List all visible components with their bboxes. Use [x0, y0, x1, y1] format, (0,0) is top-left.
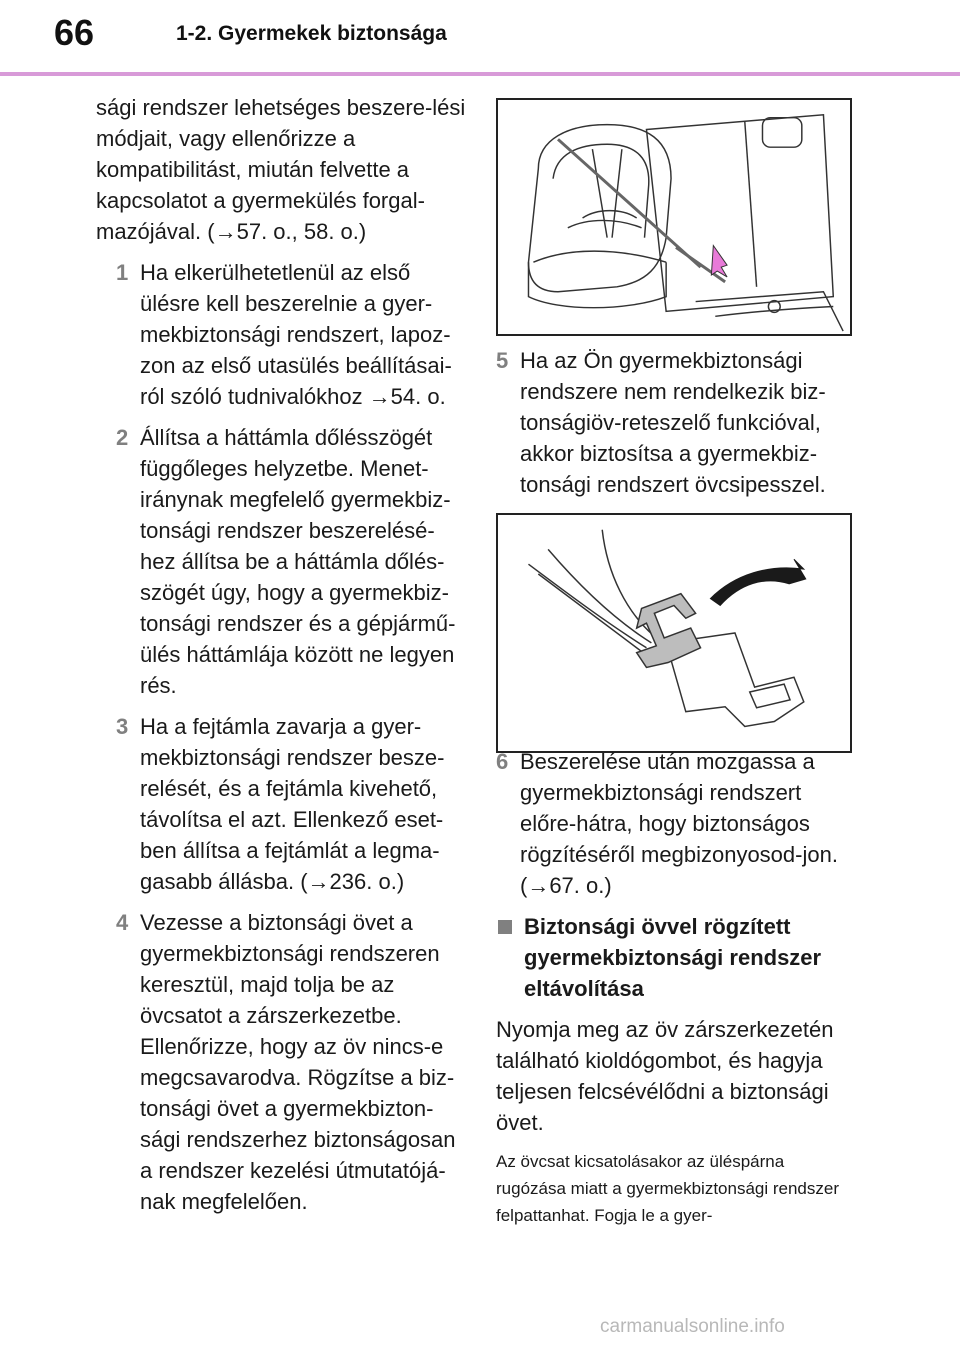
subheading-text: Biztonsági övvel rögzített gyermekbiztonsági rendszer eltávolítása [524, 914, 822, 1001]
step-number: 5 [496, 348, 509, 373]
watermark: carmanualsonline.info [600, 1316, 785, 1337]
left-column [96, 92, 468, 1227]
step-text: Beszerelése után mozgassa a gyermekbiztonsági rendszert előre-hátra, hogy biztonságos rögzítéséről megbizonyosod-jon. (→67. o.) [520, 749, 838, 898]
step-2 [96, 422, 468, 701]
header-divider [0, 72, 960, 76]
step-1 [96, 257, 468, 412]
step-4 [96, 907, 468, 1217]
subheading [496, 911, 856, 1004]
step-text: Ha elkerülhetetlenül az első ülésre kell beszerelnie a gyer-mekbiztonsági rendszert, lapoz-zon az első utasülés beállításai-ról szóló tudnivalókhoz →54. o. [140, 260, 452, 409]
step-number: 1 [116, 260, 129, 285]
intro-paragraph: sági rendszer lehetséges beszere-lési módjait, vagy ellenőrizze a kompatibilitást, miután felvette a kapcsolatot a gyermekülés forgal-mazójával. (→57. o., 58. o.) [96, 95, 466, 244]
square-bullet-icon [498, 920, 512, 934]
page-number: 66 [54, 12, 95, 53]
step-number: 4 [116, 910, 129, 935]
step-number: 2 [116, 425, 129, 450]
child-seat-icon [498, 100, 850, 334]
child-seat-installation-illustration [496, 98, 852, 336]
step-6 [496, 746, 856, 901]
step-3 [96, 711, 468, 897]
note-paragraph: Az övcsat kicsatolásakor az üléspárna rugózása miatt a gyermekbiztonsági rendszer felpattanhat. Fogja le a gyer- [496, 1152, 839, 1225]
step-text: Állítsa a háttámla dőlésszögét függőleges helyzetbe. Menet-iránynak megfelelő gyermekbiz-tonsági rendszer beszerelésé-hez állítsa be a háttámla dőlés-szögét úgy, hogy a gyermekbiz-tonsági rendszer és a gépjármű-ülés háttámlája között ne legyen rés. [140, 425, 456, 698]
removal-paragraph: Nyomja meg az öv zárszerkezetén található kioldógombot, és hagyja teljesen felcsévélődni a biztonsági övet. [496, 1017, 834, 1135]
right-column [496, 345, 856, 1229]
section-title: 1-2. Gyermekek biztonsága [176, 22, 447, 45]
page-header [0, 0, 960, 80]
step-number: 6 [496, 749, 509, 774]
step-text: Ha a fejtámla zavarja a gyer-mekbiztonsági rendszer besze-relését, és a fejtámla kivehető, távolítsa el azt. Ellenkező eset-ben állítsa a fejtámlát a legma-gasabb állásba. (→236. o.) [140, 714, 445, 894]
step-number: 3 [116, 714, 129, 739]
step-5 [496, 345, 856, 500]
step-text: Vezesse a biztonsági övet a gyermekbiztonsági rendszeren keresztül, majd tolja be az övcsatot a zárszerkezetbe. Ellenőrizze, hogy az öv nincs-e megcsavarodva. Rögzítse a biz-tonsági övet a gyermekbizton-sági rendszerhez biztonságosan a rendszer kezelési útmutatójá-nak megfelelően. [140, 910, 456, 1214]
step-text: Ha az Ön gyermekbiztonsági rendszere nem rendelkezik biz-tonságiöv-reteszelő funkcióval, akkor biztosítsa a gyermekbiz-tonsági rendszert övcsipesszel. [520, 348, 826, 497]
figure-spacer [496, 510, 856, 746]
